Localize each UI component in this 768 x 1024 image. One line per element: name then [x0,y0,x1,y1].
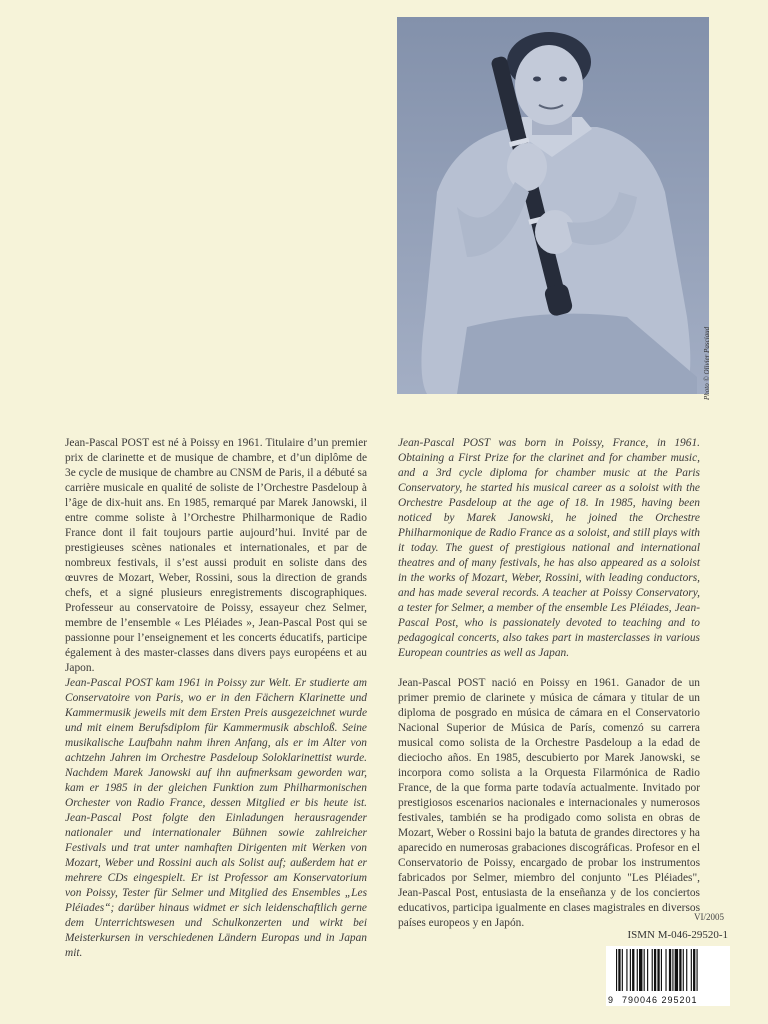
barcode-bar [661,949,662,991]
bio-spanish: Jean-Pascal POST nació en Poissy en 1961. Ganador de un primer premio de clarinete y música de cámara y titular de un diploma de posgrado en música de cámara en el Conservatorio Nacional Superior de Música de París, comenzó su carrera musical como solista de la Orchestre Pasdeloup a la edad de dieciocho años. En 1985, descubierto por Marek Janowski, se incorpora como solista a la Orquesta Filarmónica de Radio France, de la que forma parte todavía actualmente. Invitado por prestigiosos escenarios nacionales e internacionales y numerosos festivales, también se ha prodigado como solista en obras de Mozart, Weber o Rossini bajo la batuta de grandes directores y ha aparecido en numerosas grabaciones discográficas. Profesor en el Conservatorio de Poissy, encargado de probar los instrumentos fabricados por Selmer, miembro del conjunto "Les Pléiades", Jean-Pascal Post, entusiasta de la enseñanza y de los conciertos educativos, participa igualmente en clases magistrales en diversos países europeos y en Japón. [398,677,700,929]
barcode-bar [644,949,645,991]
portrait-illustration [397,17,709,394]
edition-date: VI/2005 [694,912,724,922]
barcode-bar [652,949,653,991]
barcode-bar [686,949,687,991]
photo-credit: Photo © Olivier Pasciaud [703,326,711,400]
barcode-bar [626,949,627,991]
barcode [606,946,730,1006]
barcode-digits: 790046 295201 [622,995,698,1005]
bio-german: Jean-Pascal POST kam 1961 in Poissy zur Welt. Er studierte am Conservatoire von Paris, wo er in den Fächern Klarinette und Kammermusik jeweils mit dem Ersten Preis ausgezeichnet wurde und mit einem Berufsdiplom für Kammermusik abschloß. Seine musikalische Laufbahn nahm ihren Anfang, als er im Alter von achtzehn Jahren im Orchestre Pasdeloup Soloklarinettist wurde. Nachdem Marek Janowski auf ihn aufmerksam geworden war, kam er 1985 in der gleichen Funktion zum Philharmonischen Orchester von Radio France, dessen Mitglied er bis heute ist. Jean-Pascal Post folgte den Einladungen herausragender nationaler und internationaler Bühnen sowie zahlreicher Festivals und trat unter namhaften Dirigenten mit Werken von Mozart, Weber und Rossini auch als Solist auf; außerdem hat er mehrere CDs eingespielt. Er ist Professor am Konservatorium von Poissy, Tester für Selmer und Mitglied des Ensembles „Les Pléiades“; darüber hinaus widmet er sich leidenschaftlich gerne dem Unterrichtswesen und Schulkonzerten und wirkt bei Meisterkursen in verschiedenen Ländern Europas und in Japan mit. [65,677,367,959]
barcode-bar [675,949,678,991]
barcode-bar [622,949,623,991]
ismn-number: ISMN M-046-29520-1 [627,929,728,941]
barcode-bar [630,949,631,991]
barcode-bar [657,949,659,991]
barcode-bar [691,949,692,991]
barcode-bar [616,949,617,991]
barcode-bar [679,949,681,991]
barcode-first-digit: 9 [608,995,615,1005]
bio-french: Jean-Pascal POST est né à Poissy en 1961. Titulaire d’un premier prix de clarinette et de musique de chambre, et d’un diplôme de 3e cycle de musique de chambre au CNSM de Paris, il a débuté sa carrière musicale en qualité de soliste de l’Orchestre Pasdeloup à l’âge de dix-huit ans. En 1985, remarqué par Marek Janowski, il entre comme soliste à l’Orchestre Philharmonique de Radio France dont il fait toujours partie aujourd’hui. Invité par de prestigieuses scènes nationales et internationales, et par de nombreux festivals, il s’est aussi produit en soliste dans des œuvres de Mozart, Weber, Rossini, sous la direction de grands chefs, et a signé plusieurs enregistrements discographiques. Professeur au conservatoire de Poissy, essayeur chez Selmer, membre de l’ensemble « Les Pléiades », Jean-Pascal Post qui se passionne pour l’enseignement et les concerts éducatifs, participe également à des master-classes dans divers pays européens et au Japon. [65,437,367,674]
barcode-bar [665,949,666,991]
barcode-bar [697,949,698,991]
barcode-bar [639,949,642,991]
barcode-bars [612,949,730,991]
barcode-bar [683,949,684,991]
bio-english: Jean-Pascal POST was born in Poissy, France, in 1961. Obtaining a First Prize for the clarinet and for chamber music, and a 3rd cycle diploma for chamber music at the Paris Conservatory, he started his musical career as a soloist with the Orchestre Pasdeloup at the age of 18. In 1985, having been noticed by Marek Janowski, he joined the Orchestre Philharmonique de Radio France as a soloist, and still plays with it today. The guest of prestigious national and international theatres and of many festivals, he has also appeared as a soloist in the works of Mozart, Weber, Rossini, with leading conductors, and has made several records. A teacher at Poissy Conservatory, a tester for Selmer, a member of the ensemble Les Pléiades, Jean-Pascal Post, who is passionately devoted to teaching and to pedagogical concerts, also takes part in masterclasses in various European countries as well as Japan. [398,437,700,659]
barcode-bar [654,949,656,991]
barcode-bar [669,949,671,991]
barcode-bar [647,949,648,991]
portrait-photo [397,17,709,394]
barcode-bar [618,949,620,991]
barcode-bar [693,949,695,991]
barcode-bar [672,949,673,991]
barcode-bar [632,949,634,991]
barcode-bar [637,949,638,991]
